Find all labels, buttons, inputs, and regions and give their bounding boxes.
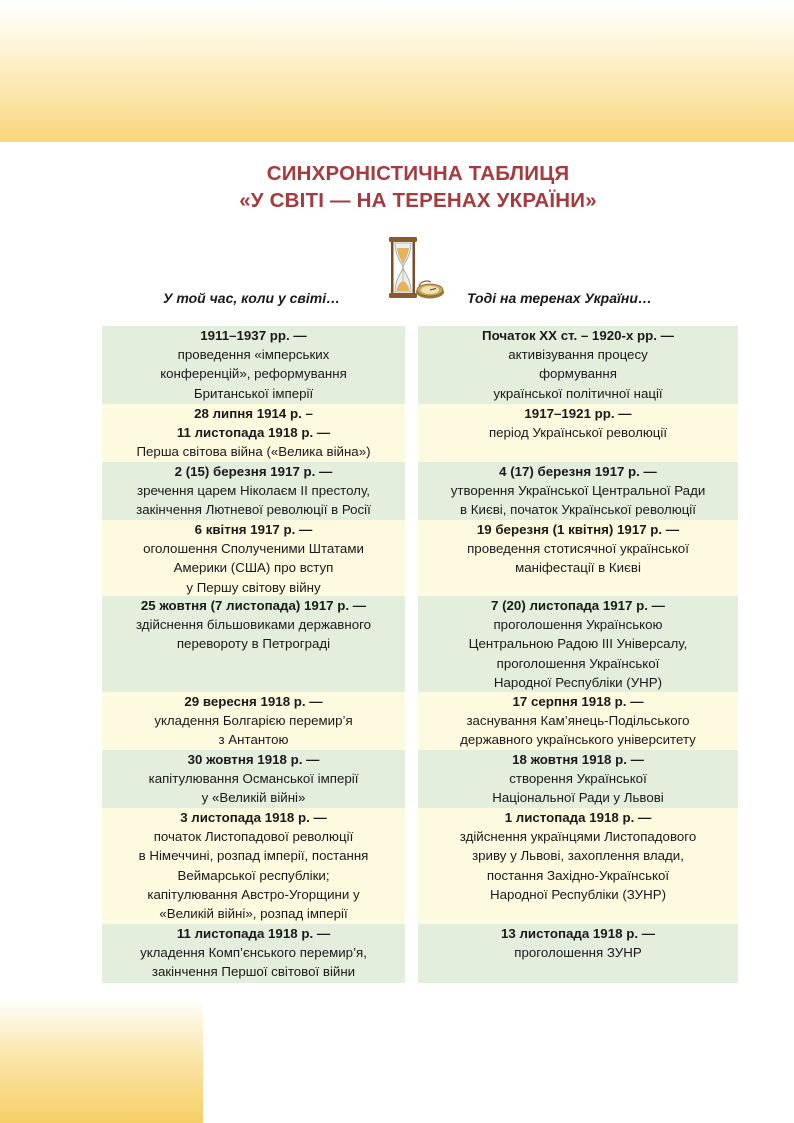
ukraine-event: 18 жовтня 1918 р. — створення Української Національної Ради у Львові xyxy=(418,750,738,808)
ukraine-event: 13 листопада 1918 р. — проголошення ЗУНР xyxy=(418,924,738,983)
world-event: 28 липня 1914 р. – 11 листопада 1918 р. — Перша світова війна («Велика війна») xyxy=(102,404,405,462)
title-line-2: «У СВІТІ — НА ТЕРЕНАХ УКРАЇНИ» xyxy=(239,189,597,212)
ukraine-column xyxy=(418,326,738,983)
ukraine-event: 4 (17) березня 1917 р. — утворення Української Центральної Ради в Києві, початок Української революції xyxy=(418,462,738,520)
header-band xyxy=(0,0,794,142)
ukraine-event: 17 серпня 1918 р. — заснування Кам’янець-Подільського державного українського університету xyxy=(418,692,738,750)
world-column-heading: У той час, коли у світі… xyxy=(163,290,341,306)
world-column xyxy=(102,326,405,983)
world-event: 2 (15) березня 1917 р. — зречення царем Ніколаєм ІІ престолу, закінчення Лютневої революції в Росії xyxy=(102,462,405,520)
ukraine-event: 7 (20) листопада 1917 р. — проголошення Українською Центральною Радою ІІІ Універсалу, проголошення Української Народної Республіки (УНР) xyxy=(418,596,738,692)
ukraine-event: 19 березня (1 квітня) 1917 р. — проведення стотисячної української маніфестації в Києві xyxy=(418,520,738,596)
title-line-1: СИНХРОНІСТИЧНА ТАБЛИЦЯ xyxy=(266,162,570,185)
world-event: 11 листопада 1918 р. — укладення Комп’єнського перемир’я, закінчення Першої світової війни xyxy=(102,924,405,983)
ukraine-event: 1 листопада 1918 р. — здійснення українцями Листопадового зриву у Львові, захоплення влади, постання Західно-Української Народної Республіки (ЗУНР) xyxy=(418,808,738,924)
world-event: 1911–1937 рр. — проведення «імперських конференцій», реформування Британської імперії xyxy=(102,326,405,404)
hourglass-icon xyxy=(383,234,447,302)
world-event: 29 вересня 1918 р. — укладення Болгарією перемир’я з Антантою xyxy=(102,692,405,750)
page-title xyxy=(0,160,794,214)
footer-corner-band xyxy=(0,998,203,1123)
ukraine-event: 1917–1921 рр. — період Української революції xyxy=(418,404,738,462)
ukraine-event: Початок ХХ ст. – 1920-х рр. — активізування процесу формування української політичної нації xyxy=(418,326,738,404)
world-event: 25 жовтня (7 листопада) 1917 р. — здійснення більшовиками державного перевороту в Петрограді xyxy=(102,596,405,692)
ukraine-column-heading: Тоді на теренах України… xyxy=(467,290,652,306)
world-event: 6 квітня 1917 р. — оголошення Сполученими Штатами Америки (США) про вступ у Першу світову війну xyxy=(102,520,405,596)
world-event: 30 жовтня 1918 р. — капітулювання Османської імперії у «Великій війні» xyxy=(102,750,405,808)
world-event: 3 листопада 1918 р. — початок Листопадової революції в Німеччині, розпад імперії, постання Веймарської республіки; капітулювання Австро-Угорщини у «Великій війні», розпад імперії xyxy=(102,808,405,924)
